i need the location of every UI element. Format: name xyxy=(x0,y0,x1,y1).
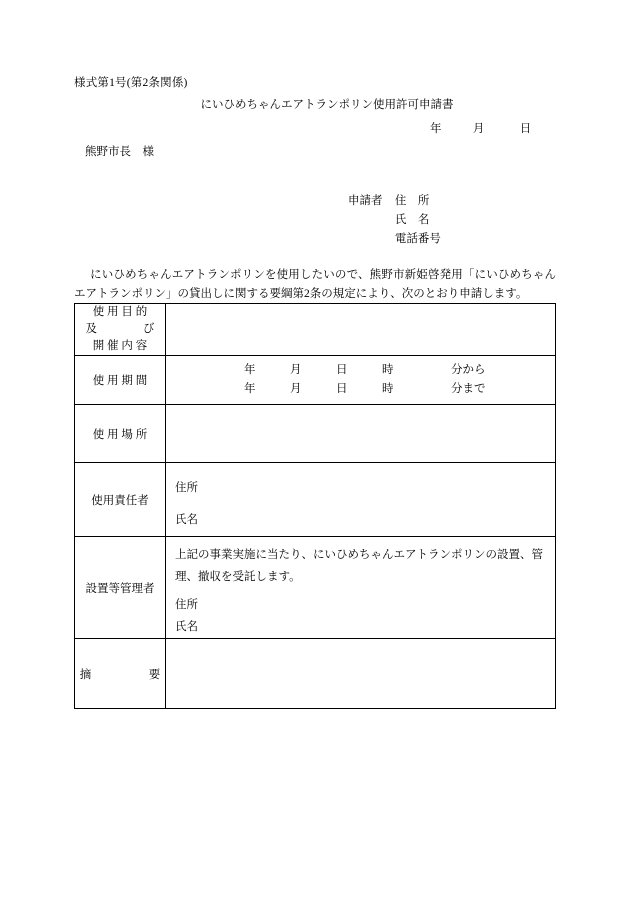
table-row-remarks xyxy=(75,639,556,709)
label-purpose-line3: 開 催 内 容 xyxy=(92,340,148,352)
label-installer: 設置等管理者 xyxy=(75,537,166,639)
form-number: 様式第1号(第2条関係) xyxy=(74,77,188,89)
table-row-period xyxy=(75,356,556,405)
table-row-purpose xyxy=(75,304,556,356)
value-manager[interactable] xyxy=(166,463,556,537)
installer-statement-line1: 上記の事業実施に当たり、にいひめちゃんエアトランポリンの設置、管 xyxy=(175,549,543,561)
label-purpose-line1: 使 用 目 的 xyxy=(92,306,148,318)
period-from-line: 年 月 日 時 分から xyxy=(244,364,486,376)
applicant-row-name xyxy=(348,211,450,230)
value-remarks[interactable] xyxy=(166,639,556,709)
label-purpose xyxy=(75,304,166,356)
date-day: 日 xyxy=(519,123,532,135)
label-remarks: 摘 要 xyxy=(75,639,166,709)
installer-name-label: 氏名 xyxy=(175,621,198,633)
application-table xyxy=(74,303,556,709)
applicant-name-label: 氏 名 xyxy=(394,214,430,226)
body-paragraph-text: にいひめちゃんエアトランポリンを使用したいので、熊野市新姫啓発用「にいひめちゃんエアトランポリン」の貸出しに関する要綱第2条の規定により、次のとおり申請します。 xyxy=(74,269,556,300)
value-purpose[interactable] xyxy=(166,304,556,356)
manager-name-label: 氏名 xyxy=(175,514,198,526)
applicant-phone-label: 電話番号 xyxy=(394,233,441,245)
table-row-installer xyxy=(75,537,556,639)
label-period: 使 用 期 間 xyxy=(75,356,166,405)
label-purpose-line2: 及 び xyxy=(85,323,155,335)
date-line xyxy=(430,120,531,136)
addressee: 熊野市長 様 xyxy=(85,146,154,158)
installer-address-label: 住所 xyxy=(175,599,198,611)
body-paragraph xyxy=(74,266,556,304)
date-month: 月 xyxy=(472,123,485,135)
applicant-row-phone xyxy=(348,230,450,249)
value-installer[interactable] xyxy=(166,537,556,639)
applicant-address-label: 住 所 xyxy=(394,195,430,207)
period-to-line: 年 月 日 時 分まで xyxy=(244,383,486,395)
value-period[interactable] xyxy=(166,356,556,405)
manager-address-label: 住所 xyxy=(175,482,198,494)
value-place[interactable] xyxy=(166,405,556,463)
installer-statement-line2: 理、撤収を受託します。 xyxy=(175,571,301,583)
label-manager: 使用責任者 xyxy=(75,463,166,537)
applicant-row-address xyxy=(348,192,450,211)
label-place: 使 用 場 所 xyxy=(75,405,166,463)
page-title: にいひめちゃんエアトランポリン使用許可申請書 xyxy=(200,99,454,111)
applicant-heading: 申請者 xyxy=(348,195,383,207)
table-row-place xyxy=(75,405,556,463)
table-row-manager xyxy=(75,463,556,537)
applicant-block xyxy=(348,192,450,249)
date-year: 年 xyxy=(430,123,442,135)
